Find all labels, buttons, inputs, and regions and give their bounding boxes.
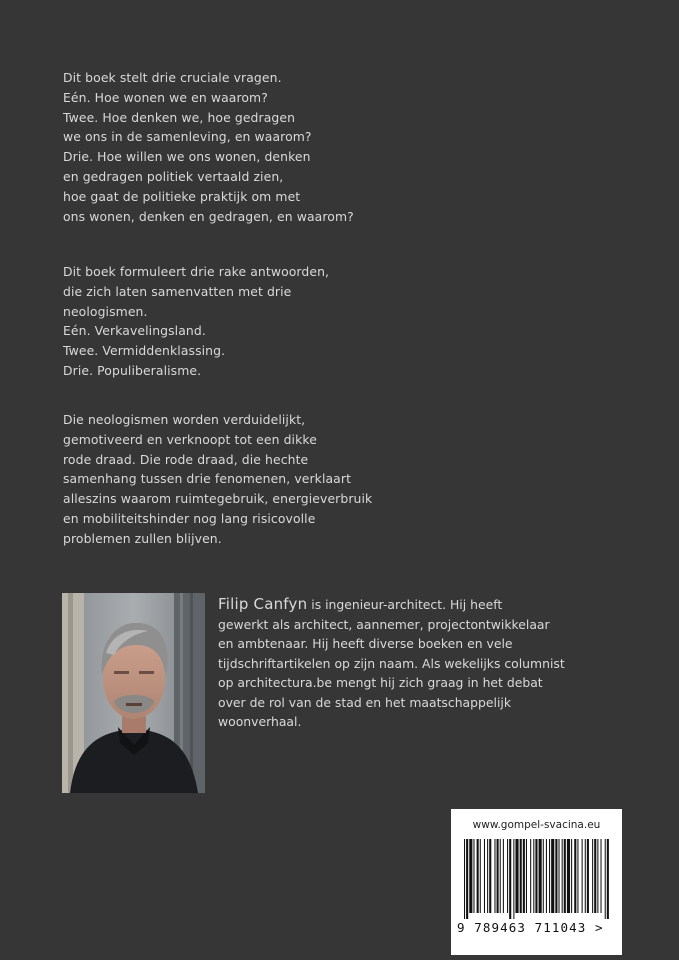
intro-line: hoe gaat de politieke praktijk om met [63, 188, 301, 204]
author-portrait-image [62, 593, 205, 793]
barcode-bar [487, 839, 488, 913]
answers-paragraph [63, 262, 393, 381]
barcode-bar [464, 839, 465, 919]
author-name: Filip Canfyn [218, 595, 308, 613]
barcode-bar [473, 839, 474, 913]
conclusion-line: samenhang tussen drie fenomenen, verklaart [63, 471, 352, 487]
barcode-bar [469, 839, 472, 913]
barcode-bar [559, 839, 560, 913]
barcode-bar [480, 839, 481, 913]
conclusion-line: en mobiliteitshinder nog lang risicovolle [63, 510, 316, 526]
barcode-bar [571, 839, 572, 913]
publisher-website: www.gompel-svacina.eu [472, 819, 601, 831]
conclusion-line: alleszins waarom ruimtegebruik, energieverbruik [63, 491, 373, 507]
barcode-bar [509, 839, 511, 919]
bio-first-line [218, 595, 638, 615]
intro-line: Eén. Hoe wonen we en waarom? [63, 89, 268, 105]
conclusion-line: gemotiveerd en verknoopt tot een dikke [63, 431, 317, 447]
answers-line: Drie. Populiberalisme. [63, 362, 202, 378]
barcode-bar [546, 839, 547, 913]
intro-line: en gedragen politiek vertaald zien, [63, 168, 284, 184]
barcode-bar [477, 839, 479, 913]
conclusion-paragraph [63, 410, 393, 549]
answers-line: neologismen. [63, 303, 148, 319]
conclusion-line: rode draad. Die rode draad, die hechte [63, 451, 309, 467]
barcode-panel [451, 809, 622, 955]
barcode-bar [543, 839, 544, 913]
barcode-bar [535, 839, 537, 913]
intro-line: Drie. Hoe willen we ons wonen, denken [63, 149, 311, 165]
barcode-bar [551, 839, 554, 913]
barcode-bar [564, 839, 566, 913]
barcode-bar [567, 839, 570, 913]
barcode-bar [497, 839, 499, 913]
intro-line: ons wonen, denken en gedragen, en waarom? [63, 208, 354, 224]
barcode-bar [489, 839, 491, 913]
barcode-bar [515, 839, 518, 913]
barcode-bar [526, 839, 527, 913]
barcode-bar [574, 839, 576, 913]
isbn-number: 9 789463 711043 > [457, 920, 604, 935]
barcode-bar [494, 839, 495, 913]
barcode-bar [530, 839, 531, 913]
intro-line: Twee. Hoe denken we, hoe gedragen [63, 109, 296, 125]
intro-paragraph [63, 68, 393, 226]
conclusion-line: problemen zullen blijven. [63, 530, 222, 546]
answers-line: die zich laten samenvatten met drie [63, 283, 292, 299]
barcode-bar [549, 839, 550, 913]
bio-line: over de rol van de stad en het maatschappelijk [218, 694, 512, 710]
barcode-bar [592, 839, 593, 913]
bio-line: tijdschriftartikelen op zijn naam. Als wekelijks columnist [218, 655, 565, 671]
barcode-bar [607, 839, 609, 919]
barcode-bar [513, 839, 514, 919]
bio-first-line-text: is ingenieur-architect. Hij heeft [307, 597, 503, 612]
barcode-bar [523, 839, 525, 913]
barcode-bar [466, 839, 468, 919]
bio-line: op architectura.be mengt hij zich graag in het debat [218, 675, 543, 690]
barcode-bar [587, 839, 589, 913]
barcode-bar [585, 839, 586, 913]
answers-line: Dit boek formuleert drie rake antwoorden, [63, 264, 330, 279]
barcode-bar [539, 839, 542, 913]
barcode-bar [594, 839, 596, 913]
intro-line: Dit boek stelt drie cruciale vragen. [63, 70, 282, 85]
barcode-bar [582, 839, 583, 913]
bio-line: en ambtenaar. Hij heeft diverse boeken en vele [218, 636, 513, 651]
barcode-bar [500, 839, 501, 913]
bio-line: woonverhaal. [218, 714, 302, 729]
barcode-bar [577, 839, 578, 913]
barcode-bar [605, 839, 606, 919]
author-photo [62, 593, 205, 793]
barcode-bar [555, 839, 557, 913]
barcode-bar [533, 839, 534, 913]
barcode-bar [562, 839, 563, 913]
barcode-bar [503, 839, 504, 913]
barcode-bar [520, 839, 522, 913]
answers-line: Eén. Verkavelingsland. [63, 323, 206, 339]
bio-line: gewerkt als architect, aannemer, projectontwikkelaar [218, 616, 550, 632]
author-bio [218, 595, 638, 732]
barcode-bar [597, 839, 598, 913]
isbn-barcode [462, 839, 612, 919]
intro-line: we ons in de samenleving, en waarom? [63, 129, 312, 145]
barcode-bar [601, 839, 602, 913]
conclusion-line: Die neologismen worden verduidelijkt, [63, 412, 306, 427]
barcode-bar [507, 839, 508, 913]
answers-line: Twee. Vermiddenklassing. [63, 343, 226, 359]
barcode-bar [484, 839, 485, 913]
